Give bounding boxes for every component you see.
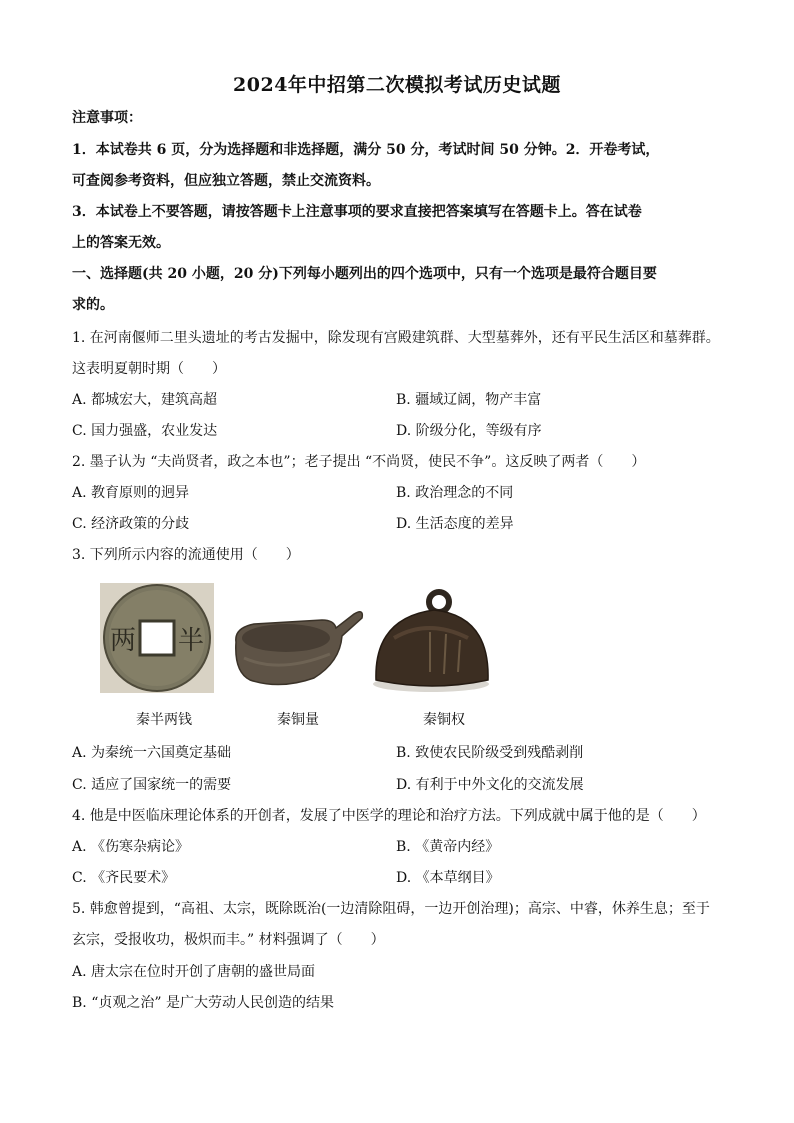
q1-option-c: C. 国力强盛，农业发达 — [72, 423, 218, 439]
q4-stem: 4. 他是中医临床理论体系的开创者，发展了中医学的理论和治疗方法。下列成就中属于他的是（ ） — [72, 808, 706, 824]
notice-line-2: 可查阅参考资料，但应独立答题，禁止交流资料。 — [72, 173, 380, 189]
q2-option-c: C. 经济政策的分歧 — [72, 516, 190, 532]
q1-stem-2: 这表明夏朝时期（ ） — [72, 361, 226, 377]
q2-option-d: D. 生活态度的差异 — [396, 516, 514, 532]
notice-heading: 注意事项： — [72, 110, 142, 126]
q3-option-b: B. 致使农民阶级受到残酷剥削 — [396, 745, 584, 761]
q5-option-b: B. “贞观之治” 是广大劳动人民创造的结果 — [72, 995, 334, 1011]
q5-stem-2: 玄宗，受报收功，极炽而丰。” 材料强调了（ ） — [72, 932, 385, 948]
q2-option-b: B. 政治理念的不同 — [396, 485, 514, 501]
section-heading-1: 一、选择题(共 20 小题，20 分)下列每小题列出的四个选项中，只有一个选项是最符合题目要 — [72, 266, 657, 282]
q5-option-a: A. 唐太宗在位时开创了唐朝的盛世局面 — [72, 964, 316, 980]
q3-option-c: C. 适应了国家统一的需要 — [72, 777, 232, 793]
q3-stem: 3. 下列所示内容的流通使用（ ） — [72, 547, 300, 563]
notice-line-1: 1．本试卷共 6 页，分为选择题和非选择题，满分 50 分，考试时间 50 分钟。2．开卷考试， — [72, 142, 660, 158]
notice-line-4: 上的答案无效。 — [72, 235, 170, 251]
qin-bronze-measure-image — [230, 598, 365, 690]
caption-weight: 秦铜权 — [423, 712, 465, 728]
caption-measure: 秦铜量 — [277, 712, 319, 728]
page-title: 2024年中招第二次模拟考试历史试题 — [233, 74, 561, 96]
q2-stem: 2. 墨子认为 “夫尚贤者，政之本也”；老子提出 “不尚贤，使民不争”。这反映了两者（ ） — [72, 454, 646, 470]
qin-banliang-coin-image — [100, 583, 214, 693]
q1-option-d: D. 阶级分化，等级有序 — [396, 423, 542, 439]
qin-bronze-weight-image — [368, 588, 494, 694]
q4-option-b: B. 《黄帝内经》 — [396, 839, 500, 855]
coin-char-ban: 半 — [178, 626, 205, 656]
q5-stem-1: 5. 韩愈曾提到，“高祖、太宗，既除既治(一边清除阻碍，一边开创治理)；高宗、中睿，休养生息；至于 — [72, 901, 710, 917]
caption-coin: 秦半两钱 — [136, 712, 192, 728]
coin-char-liang: 两 — [110, 626, 137, 656]
section-heading-2: 求的。 — [72, 297, 114, 313]
q1-stem-1: 1. 在河南偃师二里头遗址的考古发掘中，除发现有宫殿建筑群、大型墓葬外，还有平民生活区和墓葬群。 — [72, 330, 720, 346]
notice-line-3: 3．本试卷上不要答题，请按答题卡上注意事项的要求直接把答案填写在答题卡上。答在试卷 — [72, 204, 642, 220]
q2-option-a: A. 教育原则的迥异 — [72, 485, 190, 501]
q3-option-d: D. 有利于中外文化的交流发展 — [396, 777, 584, 793]
q4-option-a: A. 《伤寒杂病论》 — [72, 839, 190, 855]
q4-option-c: C. 《齐民要术》 — [72, 870, 176, 886]
q4-option-d: D. 《本草纲目》 — [396, 870, 500, 886]
q3-option-a: A. 为秦统一六国奠定基础 — [72, 745, 232, 761]
q1-option-a: A. 都城宏大，建筑高超 — [72, 392, 218, 408]
q1-option-b: B. 疆域辽阔，物产丰富 — [396, 392, 542, 408]
